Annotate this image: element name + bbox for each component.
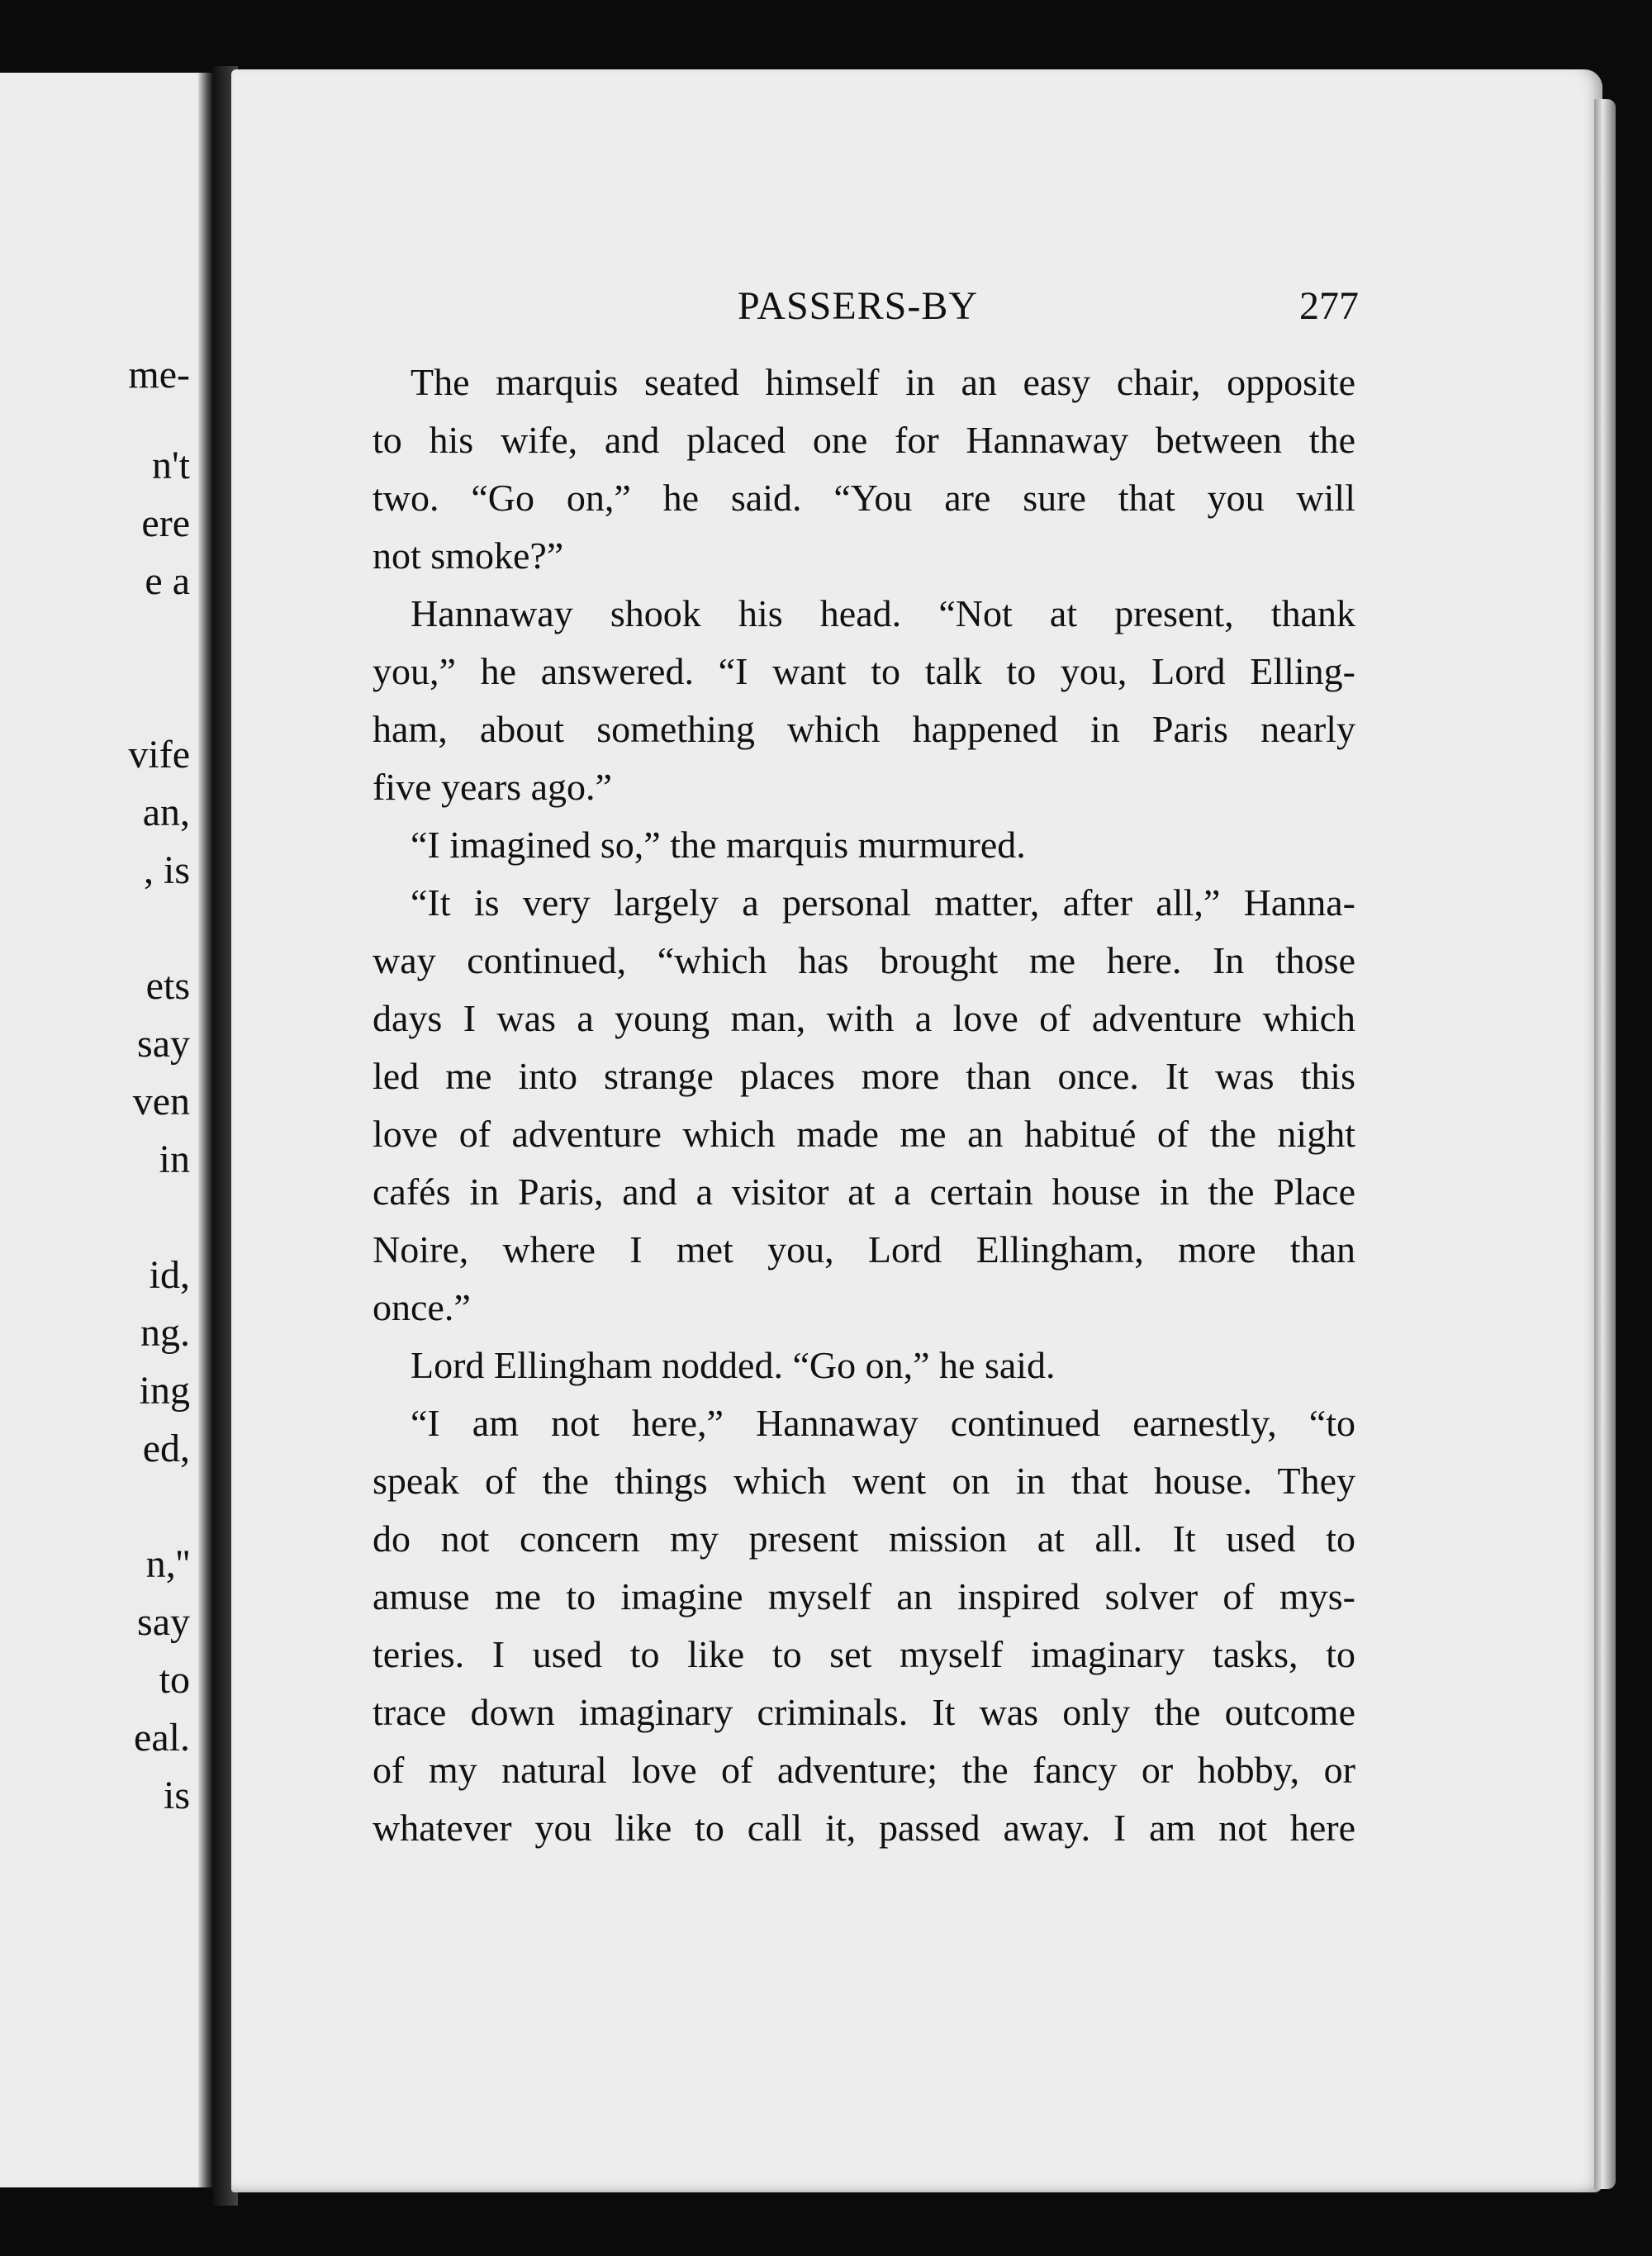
facing-page-fragment: is — [163, 1774, 190, 1817]
text-line: days I was a young man, with a love of adventure which — [373, 997, 1355, 1039]
facing-page-fragment: in — [159, 1137, 190, 1181]
facing-page-fragment: n't — [152, 444, 190, 487]
text-line: trace down imaginary criminals. It was only the outcome — [373, 1691, 1355, 1733]
text-line: speak of the things which went on in that house. They — [373, 1460, 1355, 1502]
text-line: Lord Ellingham nodded. “Go on,” he said. — [411, 1344, 1056, 1386]
text-line: amuse me to imagine myself an inspired solver of mys- — [373, 1575, 1355, 1617]
text-line: teries. I used to like to set myself imaginary tasks, to — [373, 1633, 1355, 1675]
text-line: whatever you like to call it, passed away. I am not here — [373, 1807, 1355, 1849]
page-edge — [1594, 99, 1616, 2189]
text-line: do not concern my present mission at all. It used to — [373, 1517, 1355, 1560]
facing-page — [0, 73, 213, 2187]
facing-page-fragment: ng. — [140, 1311, 190, 1355]
facing-page-fragment: e a — [145, 559, 190, 603]
text-line: love of adventure which made me an habitué of the night — [373, 1113, 1355, 1155]
text-line: to his wife, and placed one for Hannaway between the — [373, 419, 1355, 461]
facing-page-fragment: say — [137, 1022, 190, 1066]
facing-page-fragment: an, — [142, 791, 190, 834]
facing-page-fragment: ing — [139, 1369, 190, 1413]
facing-page-fragment: ere — [141, 501, 190, 545]
facing-page-fragment: ed, — [142, 1427, 190, 1470]
text-line: The marquis seated himself in an easy chair, opposite — [411, 361, 1355, 403]
text-line: of my natural love of adventure; the fancy or hobby, or — [373, 1749, 1355, 1791]
text-line: ham, about something which happened in Paris nearly — [373, 708, 1355, 750]
facing-page-fragment: say — [137, 1600, 190, 1644]
text-line: “I am not here,” Hannaway continued earnestly, “to — [411, 1402, 1355, 1444]
page-number: 277 — [1299, 284, 1359, 328]
facing-page-fragment: id, — [149, 1253, 190, 1297]
text-line: not smoke?” — [373, 534, 564, 577]
text-line: way continued, “which has brought me here. In those — [373, 939, 1355, 981]
text-line: Hannaway shook his head. “Not at present, thank — [411, 592, 1355, 634]
facing-page-fragment: , is — [143, 848, 190, 892]
text-line: “I imagined so,” the marquis murmured. — [411, 824, 1026, 866]
facing-page-fragment: vife — [128, 733, 190, 777]
text-line: “It is very largely a personal matter, after all,” Hanna- — [411, 881, 1355, 924]
text-line: cafés in Paris, and a visitor at a certain house in the Place — [373, 1171, 1355, 1213]
facing-page-gutter-shadow — [198, 73, 213, 2187]
facing-page-fragment: eal. — [134, 1716, 190, 1760]
text-line: two. “Go on,” he said. “You are sure that you will — [373, 477, 1355, 519]
facing-page-fragment: me- — [128, 353, 190, 397]
text-line: you,” he answered. “I want to talk to you, Lord Elling- — [373, 650, 1355, 692]
text-line: five years ago.” — [373, 766, 612, 808]
facing-page-fragment: ven — [132, 1080, 190, 1123]
facing-page-fragment: ets — [145, 964, 190, 1008]
facing-page-fragment: n,'' — [145, 1542, 190, 1586]
running-head: PASSERS-BY — [738, 284, 979, 328]
text-line: once.” — [373, 1286, 471, 1328]
facing-page-fragment: to — [159, 1658, 190, 1702]
text-line: led me into strange places more than once. It was this — [373, 1055, 1355, 1097]
text-line: Noire, where I met you, Lord Ellingham, more than — [373, 1228, 1355, 1270]
